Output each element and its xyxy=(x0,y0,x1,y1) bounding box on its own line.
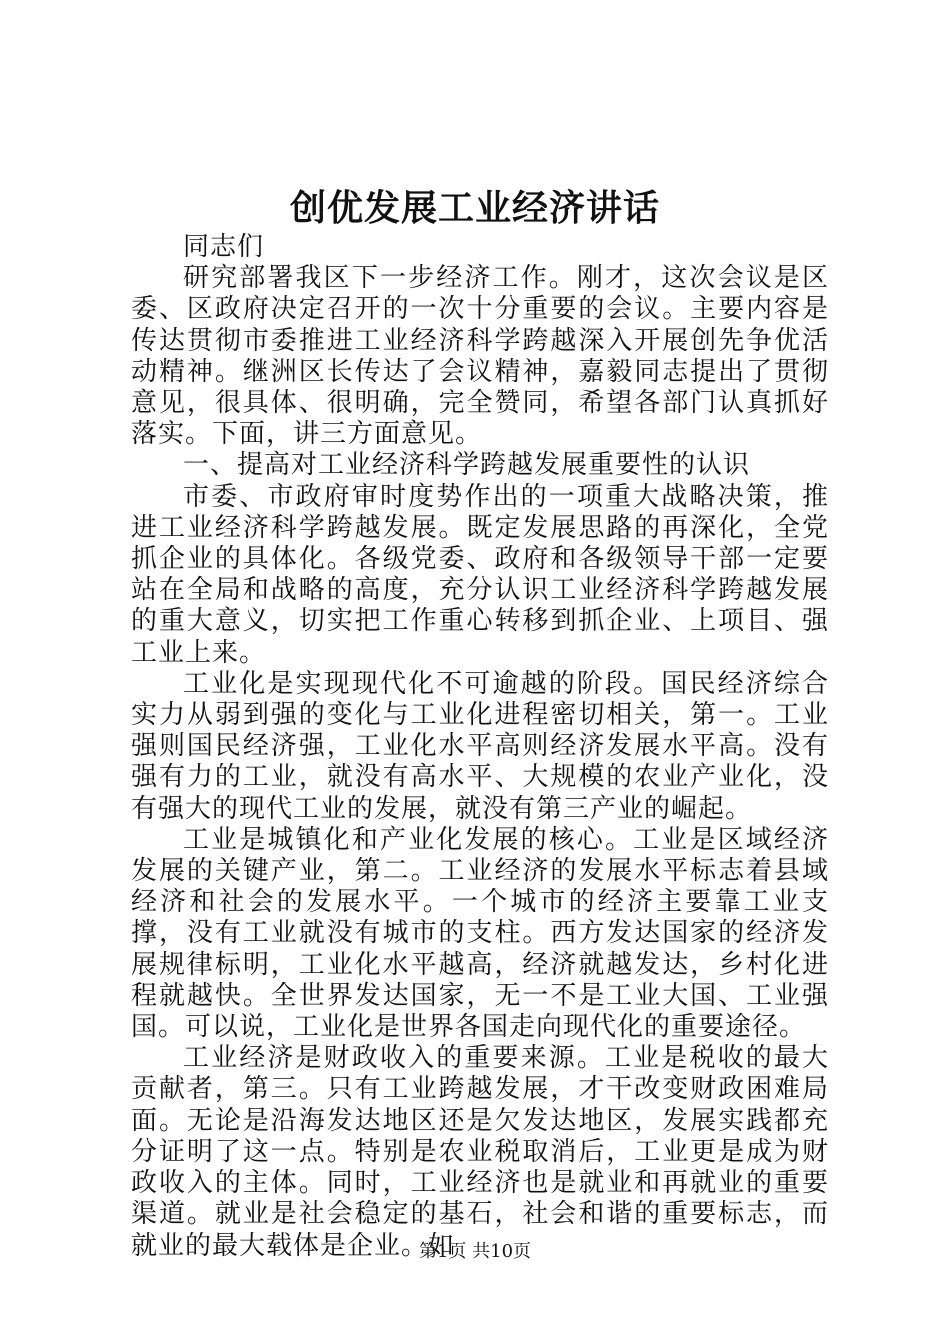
paragraph-point-1: 工业化是实现现代化不可逾越的阶段。国民经济综合实力从弱到强的变化与工业化进程密切相关，第一。工业强则国民经济强，工业化水平高则经济发展水平高。没有强有力的工业，就没有高水平、大规模的农业产业化，没有强大的现代工业的发展，就没有第三产业的崛起。 xyxy=(131,668,829,824)
paragraph-point-3: 工业经济是财政收入的重要来源。工业是税收的最大贡献者，第三。只有工业跨越发展，才干改变财政困难局面。无论是沿海发达地区还是欠发达地区，发展实践都充分证明了这一点。特别是农业税取消后，工业更是成为财政收入的主体。同时，工业经济也是就业和再就业的重要渠道。就业是社会稳定的基石，社会和谐的重要标志，而就业的最大载体是企业。如 xyxy=(131,1043,829,1261)
section-heading-1: 一、提高对工业经济科学跨越发展重要性的认识 xyxy=(183,450,751,481)
paragraph-point-2: 工业是城镇化和产业化发展的核心。工业是区域经济发展的关键产业，第二。工业经济的发展水平标志着县域经济和社会的发展水平。一个城市的经济主要靠工业支撑，没有工业就没有城市的支柱。西方发达国家的经济发展规律标明，工业化水平越高，经济就越发达，乡村化进程就越快。全世界发达国家，无一不是工业大国、工业强国。可以说，工业化是世界各国走向现代化的重要途径。 xyxy=(131,824,829,1043)
salutation: 同志们 xyxy=(183,232,265,262)
paragraph-intro: 研究部署我区下一步经济工作。刚才，这次会议是区委、区政府决定召开的一次十分重要的会议。主要内容是传达贯彻市委推进工业经济科学跨越深入开展创先争优活动精神。继洲区长传达了会议精神，嘉毅同志提出了贯彻意见，很具体、很明确，完全赞同，希望各部门认真抓好落实。下面，讲三方面意见。 xyxy=(131,263,829,450)
document-body xyxy=(131,232,829,1262)
document-title: 创优发展工业经济讲话 xyxy=(289,187,660,229)
paragraph-strategy: 市委、市政府审时度势作出的一项重大战略决策，推进工业经济科学跨越发展。既定发展思路的再深化，全党抓企业的具体化。各级党委、政府和各级领导干部一定要站在全局和战略的高度，充分认识工业经济科学跨越发展的重大意义，切实把工作重心转移到抓企业、上项目、强工业上来。 xyxy=(131,481,829,668)
page-footer: 第1页 共10页 xyxy=(418,1241,532,1262)
